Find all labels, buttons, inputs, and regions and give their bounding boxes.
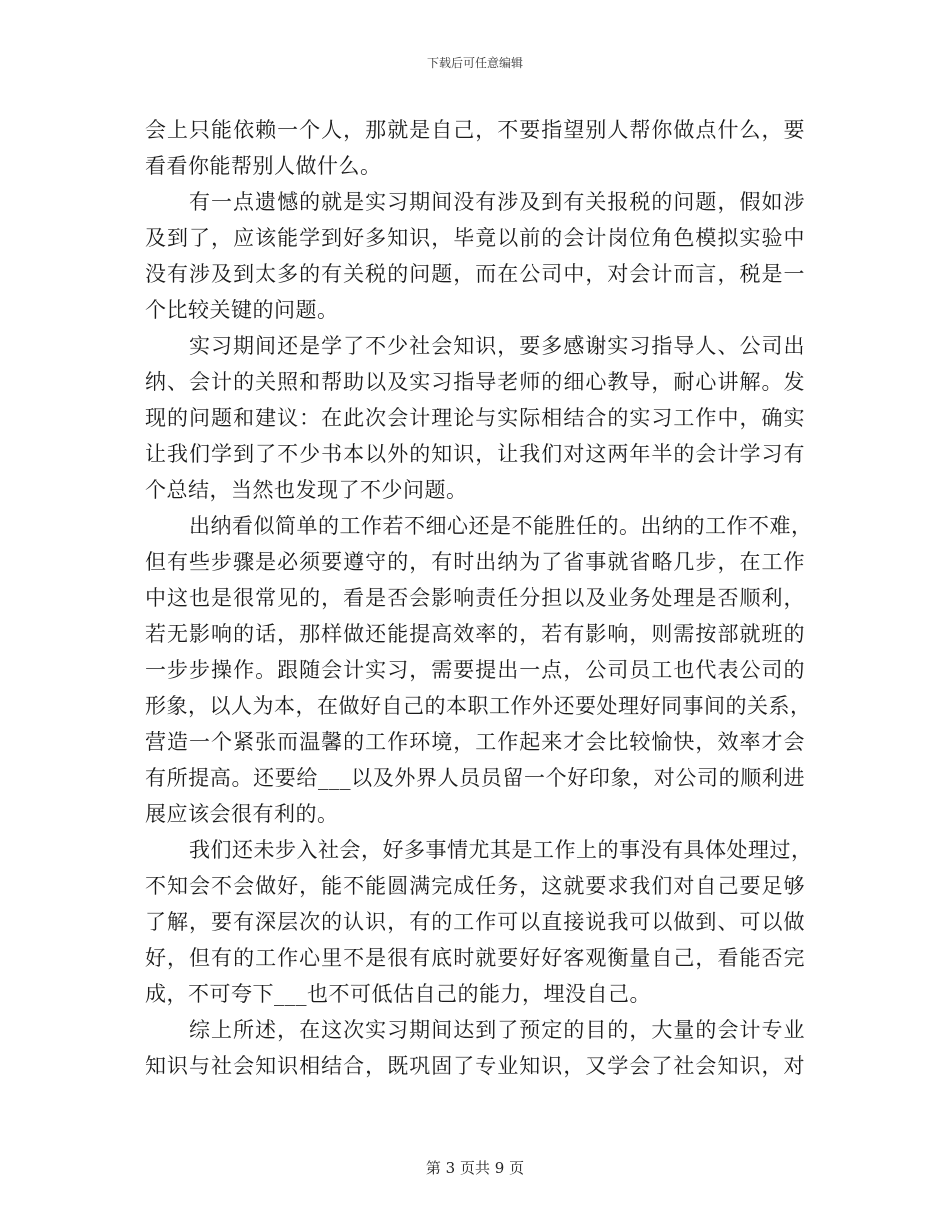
text-line: 个总结，当然也发现了不少问题。 [145, 478, 468, 502]
paragraph [145, 832, 813, 1012]
text-line: 有所提高。还要给___以及外界人员员留一个好印象，对公司的顺利进 [145, 766, 805, 790]
text-line: 一步步操作。跟随会计实习，需要提出一点，公司员工也代表公司的 [145, 658, 805, 682]
text-line: 了解，要有深层次的认识，有的工作可以直接说我可以做到、可以做 [145, 910, 805, 934]
text-line: 我们还未步入社会，好多事情尤其是工作上的事没有具体处理过， [189, 838, 813, 862]
text-line: 个比较关键的问题。 [145, 298, 339, 322]
text-line: 综上所述，在这次实习期间达到了预定的目的，大量的会计专业 [189, 1018, 805, 1042]
paragraph [145, 1012, 805, 1084]
text-line: 现的问题和建议：在此次会计理论与实际相结合的实习工作中，确实 [145, 406, 805, 430]
paragraph [145, 508, 813, 832]
text-line: 形象，以人为本，在做好自己的本职工作外还要处理好同事间的关系， [145, 694, 812, 718]
text-line: 出纳看似简单的工作若不细心还是不能胜任的。出纳的工作不难， [189, 514, 813, 538]
text-line: 中这也是很常见的，看是否会影响责任分担以及业务处理是否顺利， [145, 586, 805, 610]
text-line: 营造一个紧张而温馨的工作环境，工作起来才会比较愉快，效率才会 [145, 730, 805, 754]
text-line: 纳、会计的关照和帮助以及实习指导老师的细心教导，耐心讲解。发 [145, 370, 805, 394]
text-line: 但有些步骤是必须要遵守的，有时出纳为了省事就省略几步，在工作 [145, 550, 805, 574]
text-line: 成，不可夸下___也不可低估自己的能力，埋没自己。 [145, 982, 651, 1006]
text-line: 没有涉及到太多的有关税的问题，而在公司中，对会计而言，税是一 [145, 262, 805, 286]
paragraph [145, 112, 805, 184]
page-number: 第 3 页共 9 页 [425, 1159, 525, 1177]
page-header: 下载后可任意编辑 [426, 56, 523, 70]
text-line: 知识与社会知识相结合，既巩固了专业知识，又学会了社会知识，对 [145, 1054, 805, 1078]
document-body [145, 112, 813, 1084]
text-line: 会上只能依赖一个人，那就是自己，不要指望别人帮你做点什么，要 [145, 118, 805, 142]
text-line: 展应该会很有利的。 [145, 802, 339, 826]
text-line: 不知会不会做好，能不能圆满完成任务，这就要求我们对自己要足够 [145, 874, 805, 898]
paragraph [145, 328, 805, 508]
paragraph [145, 184, 805, 328]
text-line: 实习期间还是学了不少社会知识，要多感谢实习指导人、公司出 [189, 334, 805, 358]
text-line: 让我们学到了不少书本以外的知识，让我们对这两年半的会计学习有 [145, 442, 805, 466]
text-line: 若无影响的话，那样做还能提高效率的，若有影响，则需按部就班的 [145, 622, 805, 646]
text-line: 看看你能帮别人做什么。 [145, 154, 382, 178]
text-line: 有一点遗憾的就是实习期间没有涉及到有关报税的问题，假如涉 [189, 190, 805, 214]
text-line: 好，但有的工作心里不是很有底时就要好好客观衡量自己，看能否完 [145, 946, 805, 970]
text-line: 及到了，应该能学到好多知识，毕竟以前的会计岗位角色模拟实验中 [145, 226, 805, 250]
